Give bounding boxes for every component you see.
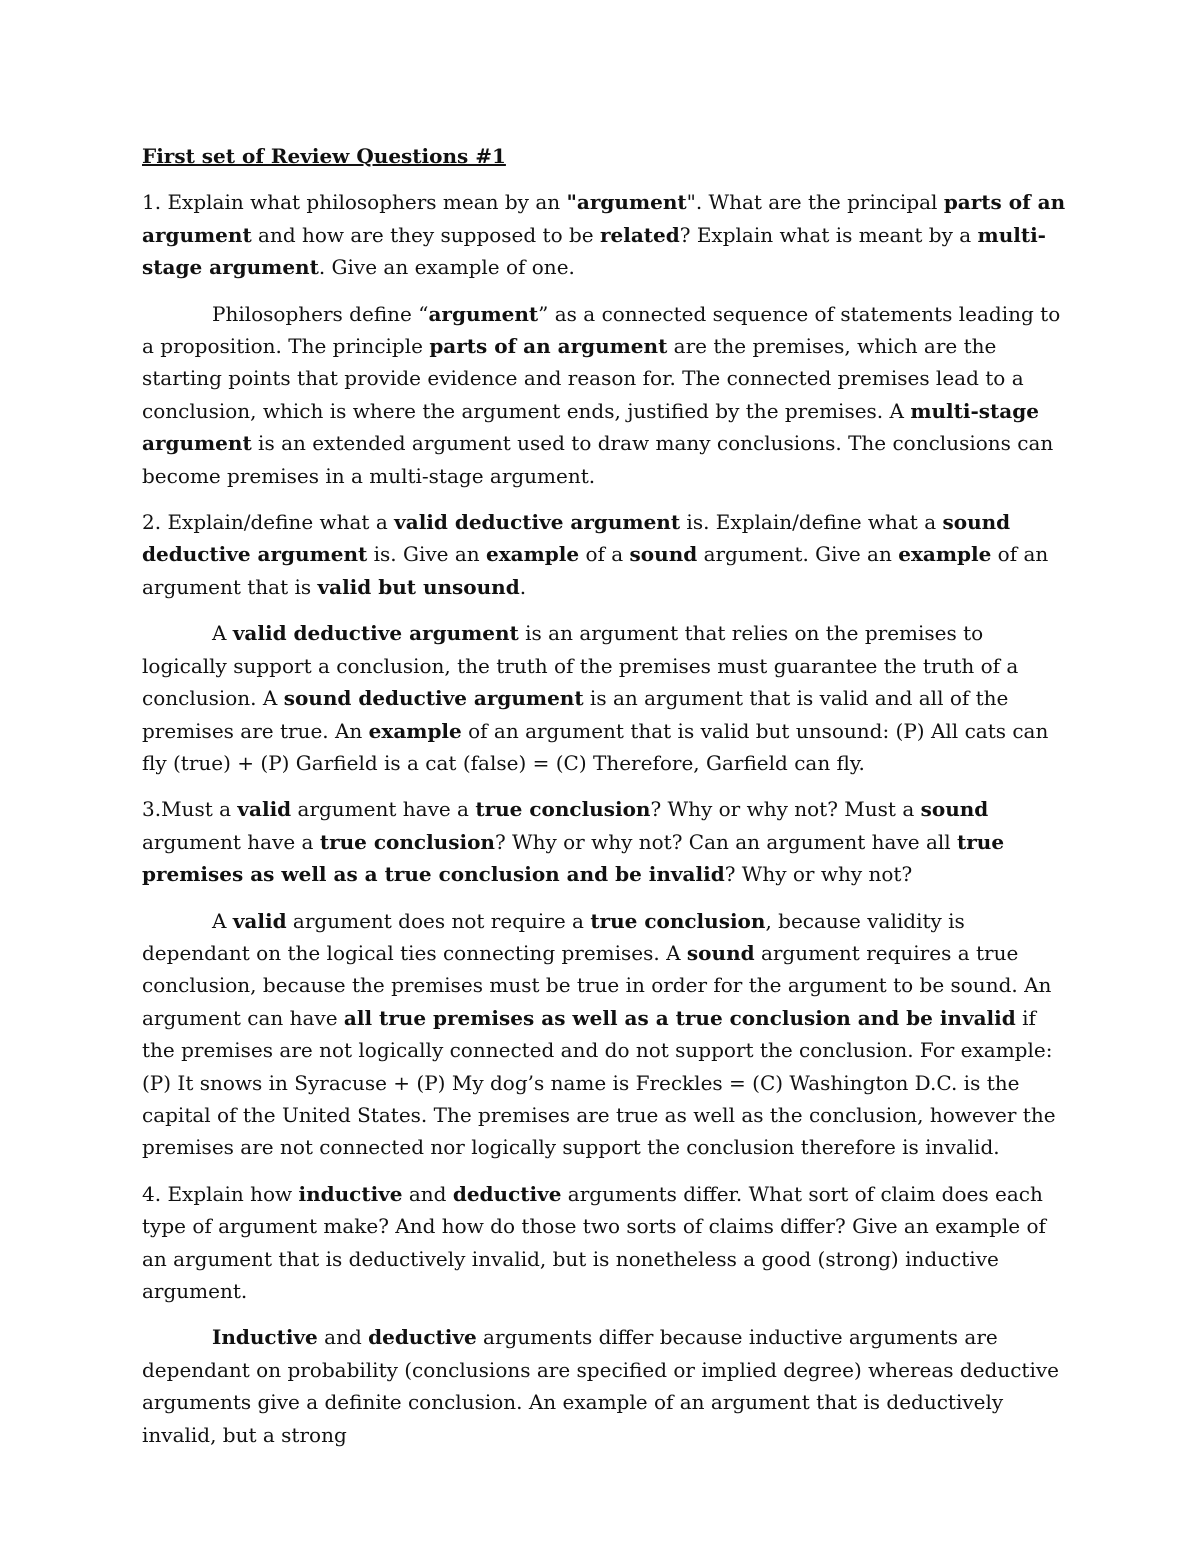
text-run: A	[212, 908, 233, 933]
bold-term: Inductive	[212, 1325, 318, 1350]
text-run: ? Why or why not?	[724, 862, 913, 887]
text-run: arguments differ. What sort of claim does each type of argument make? And how do those two sorts of claims differ? Give an example of an argument that is deductively invalid, but is nonetheless a good (strong) inductive argument.	[142, 1181, 1046, 1303]
text-run: of a	[579, 542, 630, 567]
bold-term: parts of an argument	[429, 334, 668, 359]
bold-term: parts of an argument	[142, 190, 1066, 247]
bold-term: valid	[237, 797, 292, 822]
text-run: , because validity is dependant on the logical ties connecting premises. A	[142, 908, 965, 965]
question-3	[142, 793, 1072, 890]
bold-term: true conclusion	[319, 829, 495, 854]
bold-term: deductive	[452, 1181, 562, 1206]
document-title: First set of Review Questions #1	[142, 144, 506, 168]
text-run: and how are they supposed to be	[251, 222, 600, 247]
text-run: is. Give an	[367, 542, 487, 567]
bold-term: valid deductive argument	[394, 510, 681, 535]
answer-1	[142, 298, 1072, 492]
bold-term: example	[898, 542, 992, 567]
text-run: 2. Explain/define what a	[142, 510, 395, 535]
text-run: are the premises, which are the starting points that provide evidence and reason for. The connected premises lead to a conclusion, which is where the argument ends, justified by the premises. A	[142, 334, 1024, 423]
text-run: arguments differ because inductive arguments are dependant on probability (conclusions are specified or implied degree) whereas deductive arguments give a definite conclusion. An example of an argument that is deductively invalid, but a strong	[142, 1325, 1059, 1447]
text-run: argument requires a true conclusion, because the premises must be true in order for the argument to be sound. An argument can have	[142, 940, 1052, 1030]
bold-term: valid deductive argument	[232, 621, 519, 646]
bold-term: multi-stage argument	[142, 222, 1046, 280]
text-run: argument does not require a	[286, 908, 591, 933]
text-run: argument have a	[291, 797, 476, 822]
text-run: ? Why or why not? Can an argument have all	[494, 829, 958, 854]
bold-term: sound	[686, 940, 755, 965]
text-run: is an extended argument used to draw many conclusions. The conclusions can become premises in a multi-stage argument.	[142, 431, 1054, 488]
bold-term: example	[368, 718, 462, 743]
question-4	[142, 1178, 1072, 1308]
bold-term: "argument	[566, 190, 687, 215]
text-run: ". What are the principal	[686, 190, 944, 215]
text-run: of an argument that is valid but unsound: (P) All cats can fly (true) + (P) Garfield is a cat (false) = (C) Therefore, Garfield can fly.	[142, 718, 1049, 775]
bold-term: inductive	[298, 1181, 403, 1206]
bold-term: sound	[920, 797, 989, 822]
text-run: of an argument that is	[142, 542, 1049, 599]
text-run: is. Explain/define what a	[680, 510, 943, 535]
text-run: is an argument that relies on the premises to logically support a conclusion, the truth of the premises must guarantee the truth of a conclusion. A	[142, 621, 1019, 711]
text-run: argument have a	[142, 829, 320, 854]
text-run: if the premises are not logically connected and do not support the conclusion. For example: (P) It snows in Syracuse + (P) My dog’s name is Freckles = (C) Washington D.C. is the capital of the United States. The premises are true as well as the conclusion, however the premises are not connected nor logically support the conclusion therefore is invalid.	[142, 1005, 1056, 1160]
question-1	[142, 186, 1072, 283]
text-run: ” as a connected sequence of statements leading to a proposition. The principle	[142, 301, 1061, 359]
text-run: and	[317, 1325, 369, 1350]
bold-term: argument	[428, 301, 539, 326]
text-run: ? Explain what is meant by a	[679, 222, 978, 247]
text-run: ? Why or why not? Must a	[650, 797, 921, 822]
bold-term: related	[599, 222, 680, 247]
bold-term: example	[486, 542, 580, 567]
document-blocks	[142, 186, 1072, 1451]
text-run: 3.Must a	[142, 797, 238, 822]
text-run: . Give an example of one.	[318, 255, 575, 280]
text-run: 4. Explain how	[142, 1181, 299, 1206]
answer-3	[142, 905, 1072, 1164]
text-run: .	[519, 574, 527, 599]
bold-term: true conclusion	[475, 797, 651, 822]
answer-4	[142, 1321, 1072, 1451]
bold-term: all true premises as well as a true conclusion and be invalid	[343, 1005, 1016, 1030]
bold-term: sound	[629, 542, 698, 567]
bold-term: sound deductive argument	[142, 510, 1011, 567]
bold-term: true conclusion	[590, 908, 766, 933]
bold-term: valid but unsound	[317, 574, 520, 599]
text-run: 1. Explain what philosophers mean by an	[142, 190, 567, 215]
bold-term: multi-stage argument	[142, 398, 1039, 456]
bold-term: deductive	[368, 1325, 477, 1350]
text-run: is an argument that is valid and all of the premises are true. An	[142, 686, 1009, 743]
bold-term: valid	[232, 908, 287, 933]
bold-term: true premises as well as a true conclusion and be invalid	[142, 829, 1005, 887]
document-body	[142, 140, 1072, 1465]
text-run: A	[212, 621, 233, 646]
bold-term: sound deductive argument	[283, 686, 584, 711]
answer-2	[142, 617, 1072, 779]
text-run: argument. Give an	[697, 542, 899, 567]
question-2	[142, 506, 1072, 603]
text-run: Philosophers define “	[212, 301, 429, 326]
text-run: and	[402, 1181, 453, 1206]
